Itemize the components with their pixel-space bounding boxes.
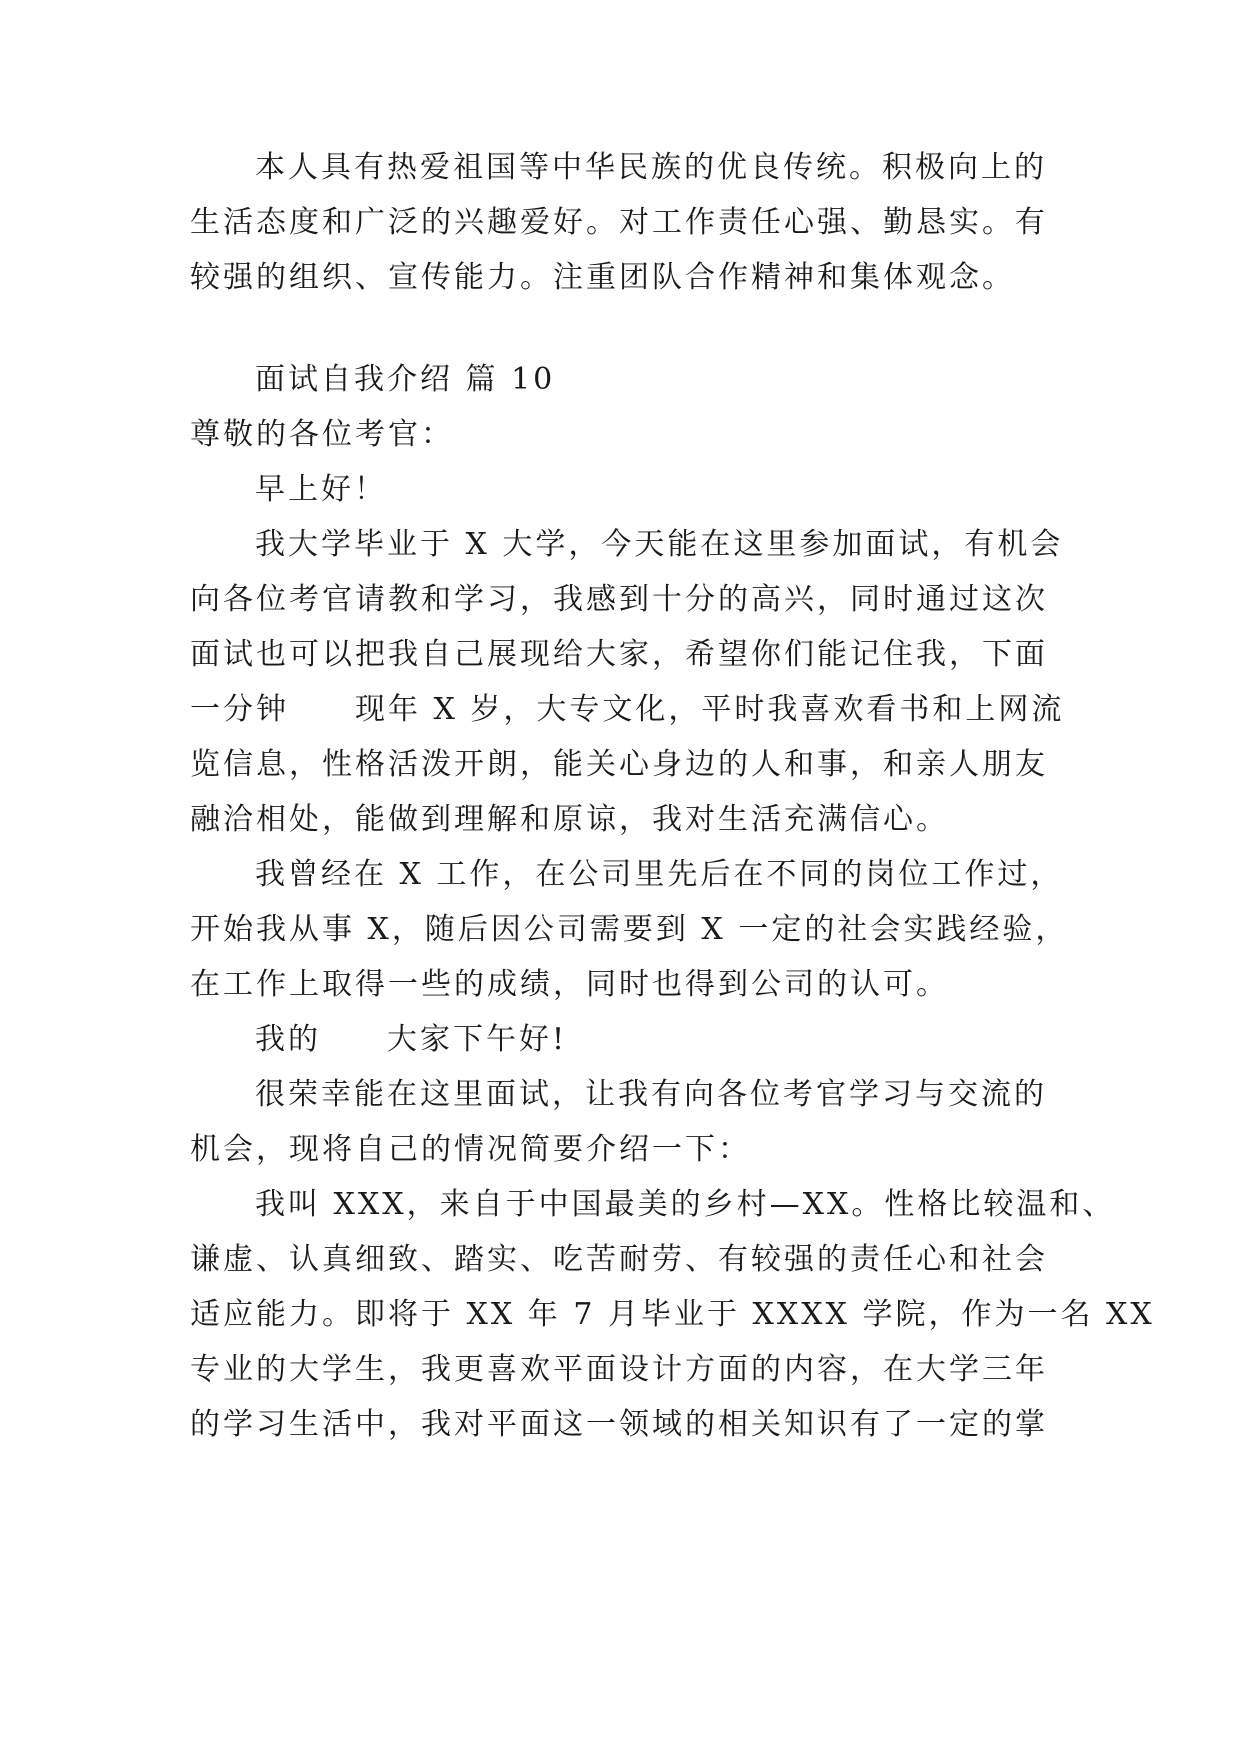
afternoon-greeting: 我的 大家下午好!	[255, 1022, 568, 1057]
p1-line-2: 向各位考官请教和学习，我感到十分的高兴，同时通过这次	[190, 582, 1048, 617]
intro-line-1: 本人具有热爱祖国等中华民族的优良传统。积极向上的	[255, 150, 1047, 185]
p4-line-4: 专业的大学生，我更喜欢平面设计方面的内容，在大学三年	[190, 1352, 1048, 1387]
greeting: 尊敬的各位考官：	[190, 417, 454, 452]
p1-line-5: 览信息，性格活泼开朗，能关心身边的人和事，和亲人朋友	[190, 747, 1048, 782]
p2-line-2: 开始我从事 X，随后因公司需要到 X 一定的社会实践经验，	[190, 912, 1069, 947]
p2-line-1: 我曾经在 X 工作，在公司里先后在不同的岗位工作过，	[255, 857, 1064, 892]
morning-greeting: 早上好！	[255, 472, 387, 507]
p3-line-2: 机会，现将自己的情况简要介绍一下：	[190, 1132, 751, 1167]
p4-line-1: 我叫 XXX，来自于中国最美的乡村—XX。性格比较温和、	[255, 1187, 1116, 1222]
intro-line-2: 生活态度和广泛的兴趣爱好。对工作责任心强、勤恳实。有	[190, 205, 1048, 240]
p1-line-6: 融洽相处，能做到理解和原谅，我对生活充满信心。	[190, 802, 949, 837]
p4-line-2: 谦虚、认真细致、踏实、吃苦耐劳、有较强的责任心和社会	[190, 1242, 1048, 1277]
intro-line-3: 较强的组织、宣传能力。注重团队合作精神和集体观念。	[190, 260, 1015, 295]
p4-line-3: 适应能力。即将于 XX 年 7 月毕业于 XXXX 学院，作为一名 XX	[190, 1297, 1155, 1332]
p1-line-4: 一分钟 现年 X 岁，大专文化，平时我喜欢看书和上网流	[190, 692, 1065, 727]
p3-line-1: 很荣幸能在这里面试，让我有向各位考官学习与交流的	[255, 1077, 1047, 1112]
p1-line-3: 面试也可以把我自己展现给大家，希望你们能记住我，下面	[190, 637, 1048, 672]
p4-line-5: 的学习生活中，我对平面这一领域的相关知识有了一定的掌	[190, 1407, 1048, 1442]
p1-line-1: 我大学毕业于 X 大学，今天能在这里参加面试，有机会	[255, 527, 1064, 562]
p2-line-3: 在工作上取得一些的成绩，同时也得到公司的认可。	[190, 967, 949, 1002]
section-heading: 面试自我介绍 篇 10	[255, 362, 556, 397]
